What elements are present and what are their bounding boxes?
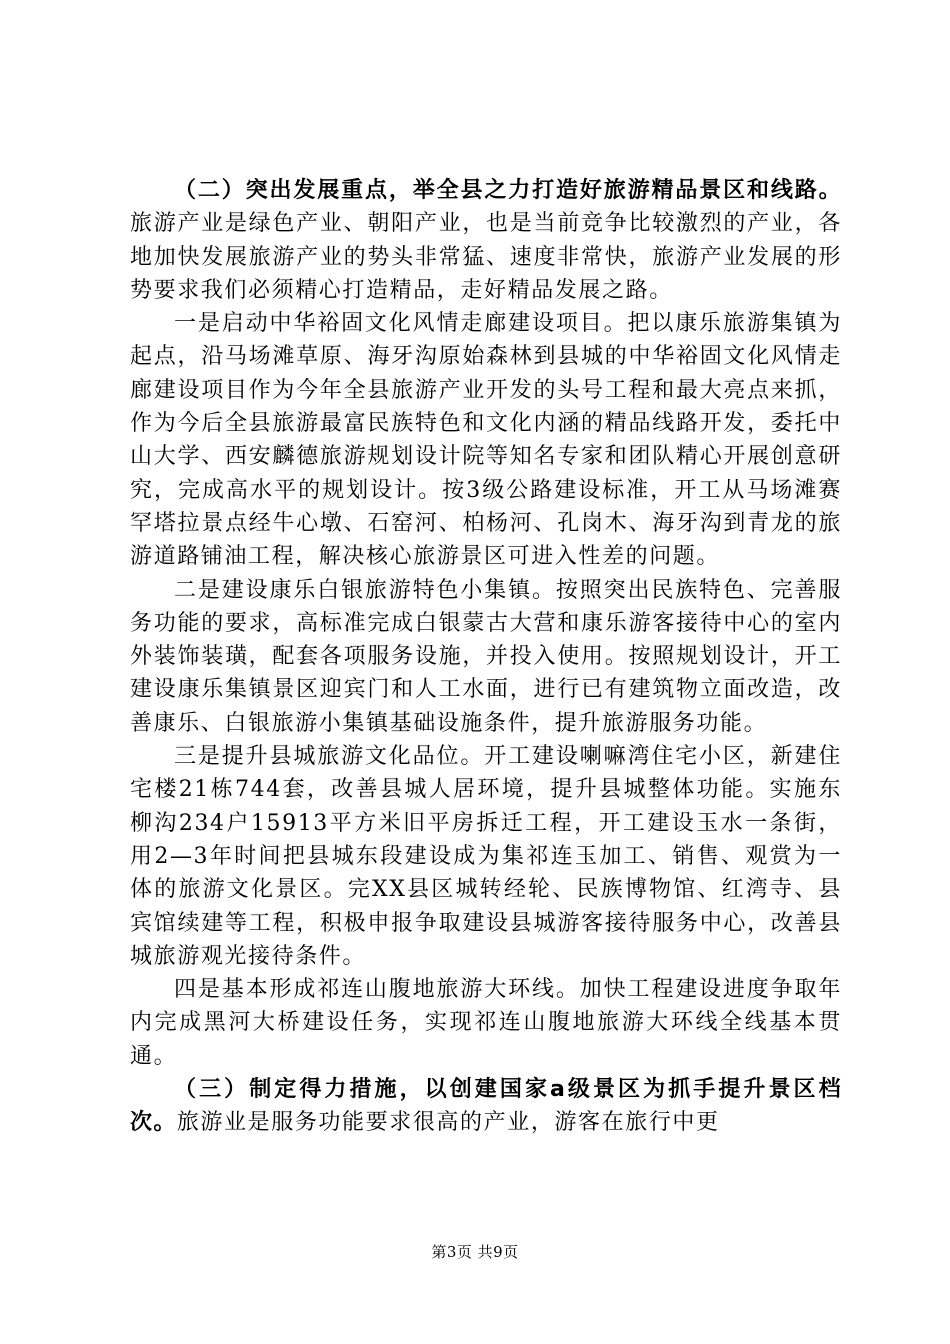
section-heading: （二）突出发展重点，举全县之力打造好旅游精品景区和线路。 <box>174 178 842 203</box>
paragraph-text: 旅游业是服务功能要求很高的产业，游客在旅行中更 <box>176 1110 720 1136</box>
section-heading: （三）制定得力措施，以创建国家a级景区为抓手提升景区档次。 <box>130 1077 842 1136</box>
paragraph-section-2 <box>130 174 842 307</box>
page-number-footer: 第3页 共9页 <box>431 1243 519 1261</box>
paragraph-section-3 <box>130 1073 842 1140</box>
paragraph-item-3: 三是提升县城旅游文化品位。开工建设喇嘛湾住宅小区，新建住宅楼21栋744套，改善县城人居环境，提升县城整体功能。实施东柳沟234户15913平方米旧平房拆迁工程，开工建设玉水一条街，用2—3年时间把县城东段建设成为集祁连玉加工、销售、观赏为一体的旅游文化景区。完XX县区城转经轮、民族博物馆、红湾寺、县宾馆续建等工程，积极申报争取建设县城游客接待服务中心，改善县城旅游观光接待条件。 <box>130 744 842 969</box>
paragraph-item-1: 一是启动中华裕固文化风情走廊建设项目。把以康乐旅游集镇为起点，沿马场滩草原、海牙沟原始森林到县城的中华裕固文化风情走廊建设项目作为今年全县旅游产业开发的头号工程和最大亮点来抓，作为今后全县旅游最富民族特色和文化内涵的精品线路开发，委托中山大学、西安麟德旅游规划设计院等知名专家和团队精心开展创意研究，完成高水平的规划设计。按3级公路建设标准，开工从马场滩赛罕塔拉景点经牛心墩、石窑河、柏杨河、孔岗木、海牙沟到青龙的旅游道路铺油工程，解决核心旅游景区可进入性差的问题。 <box>130 311 842 570</box>
paragraph-item-2: 二是建设康乐白银旅游特色小集镇。按照突出民族特色、完善服务功能的要求，高标准完成白银蒙古大营和康乐游客接待中心的室内外装饰装璜，配套各项服务设施，并投入使用。按照规划设计，开工建设康乐集镇景区迎宾门和人工水面，进行已有建筑物立面改造，改善康乐、白银旅游小集镇基础设施条件，提升旅游服务功能。 <box>130 577 842 736</box>
document-body <box>130 174 842 1140</box>
paragraph-text: 旅游产业是绿色产业、朝阳产业，也是当前竞争比较激烈的产业，各地加快发展旅游产业的势头非常猛、速度非常快，旅游产业发展的形势要求我们必须精心打造精品，走好精品发展之路。 <box>130 211 842 303</box>
paragraph-item-4: 四是基本形成祁连山腹地旅游大环线。加快工程建设进度争取年内完成黑河大桥建设任务，实现祁连山腹地旅游大环线全线基本贯通。 <box>130 977 842 1069</box>
